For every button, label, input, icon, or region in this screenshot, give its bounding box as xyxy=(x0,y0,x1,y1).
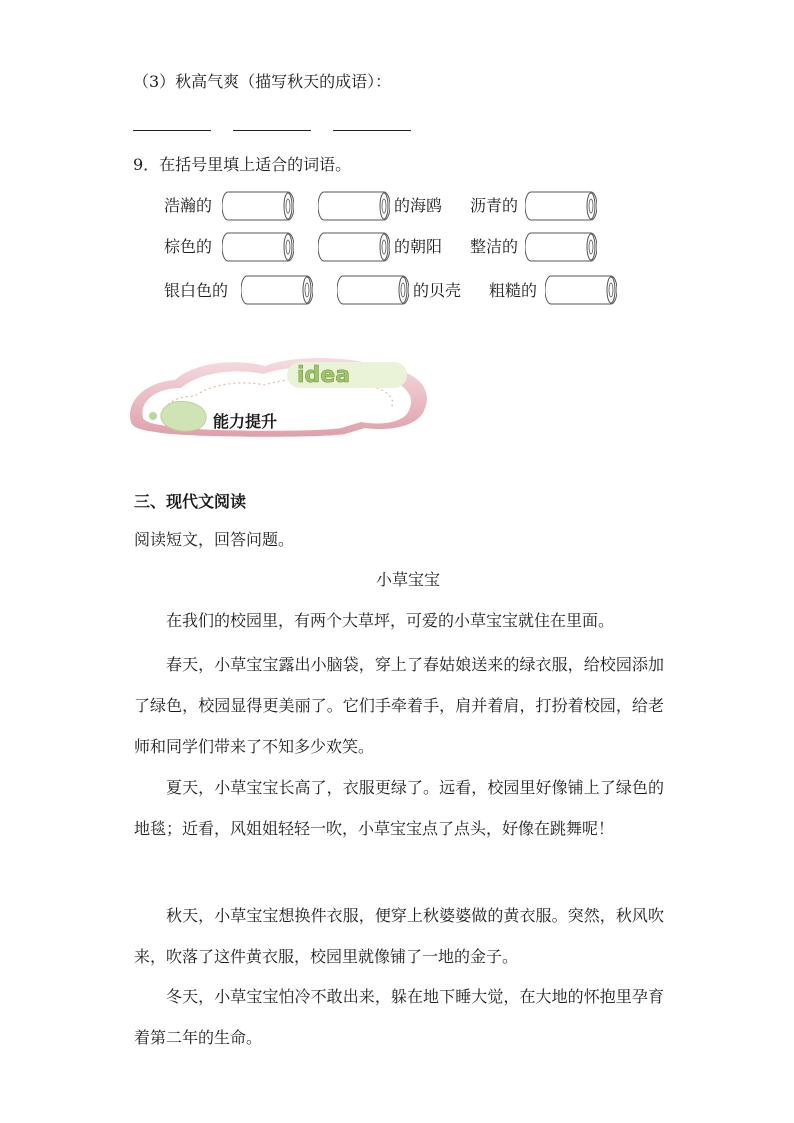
q9-row3-word-c: 粗糙的 xyxy=(489,281,538,300)
q9-row1-word-b: 的海鸥 xyxy=(394,196,443,215)
scroll-answer-box[interactable] xyxy=(525,189,597,223)
scroll-answer-box[interactable] xyxy=(525,230,597,264)
q9-row2-word-b: 的朝阳 xyxy=(394,237,443,256)
idea-logo-text: idea xyxy=(297,363,351,388)
banner-cloud-graphic xyxy=(125,352,435,440)
scroll-answer-box[interactable] xyxy=(222,230,294,264)
answer-blank-3[interactable] xyxy=(333,116,411,131)
q9-row1-word-c: 沥青的 xyxy=(470,196,519,215)
q9-row3-word-b: 的贝壳 xyxy=(413,281,462,300)
ability-banner xyxy=(125,352,435,440)
story-title: 小草宝宝 xyxy=(376,570,441,589)
question-3-text: （3）秋高气爽（描写秋天的成语）： xyxy=(133,72,392,91)
story-paragraph-3: 夏天，小草宝宝长高了，衣服更绿了。远看，校园里好像铺上了绿色的地毯；近看，风姐姐轻轻一吹，小草宝宝点了点头，好像在跳舞呢！ xyxy=(134,778,664,838)
scroll-answer-box[interactable] xyxy=(545,273,617,307)
q9-row1-word-a: 浩瀚的 xyxy=(164,196,213,215)
answer-blanks xyxy=(133,116,433,135)
story-paragraph-1: 在我们的校园里，有两个大草坪，可爱的小草宝宝就住在里面。 xyxy=(166,611,615,630)
story-paragraph-5: 冬天，小草宝宝怕冷不敢出来，躲在地下睡大觉，在大地的怀抱里孕育着第二年的生命。 xyxy=(134,987,664,1047)
q9-row3-word-a: 银白色的 xyxy=(164,281,229,300)
scroll-answer-box[interactable] xyxy=(318,230,390,264)
banner-title: 能力提升 xyxy=(213,412,278,431)
question-9-title: 9．在括号里填上适合的词语。 xyxy=(133,155,352,174)
scroll-answer-box[interactable] xyxy=(337,273,409,307)
story-paragraph-4: 秋天，小草宝宝想换件衣服，便穿上秋婆婆做的黄衣服。突然，秋风吹来，吹落了这件黄衣服，校园里就像铺了一地的金子。 xyxy=(134,906,664,966)
q9-row2-word-c: 整洁的 xyxy=(470,237,519,256)
answer-blank-1[interactable] xyxy=(133,116,211,131)
answer-blank-2[interactable] xyxy=(233,116,311,131)
story-paragraph-2: 春天，小草宝宝露出小脑袋，穿上了春姑娘送来的绿衣服，给校园添加了绿色，校园显得更美丽了。它们手牵着手，肩并着肩，打扮着校园，给老师和同学们带来了不知多少欢笑。 xyxy=(134,655,664,756)
section-heading: 三、现代文阅读 xyxy=(134,492,247,511)
scroll-answer-box[interactable] xyxy=(241,273,313,307)
q9-row2-word-a: 棕色的 xyxy=(164,237,213,256)
reading-instruction: 阅读短文，回答问题。 xyxy=(134,530,295,549)
scroll-answer-box[interactable] xyxy=(318,189,390,223)
scroll-answer-box[interactable] xyxy=(222,189,294,223)
